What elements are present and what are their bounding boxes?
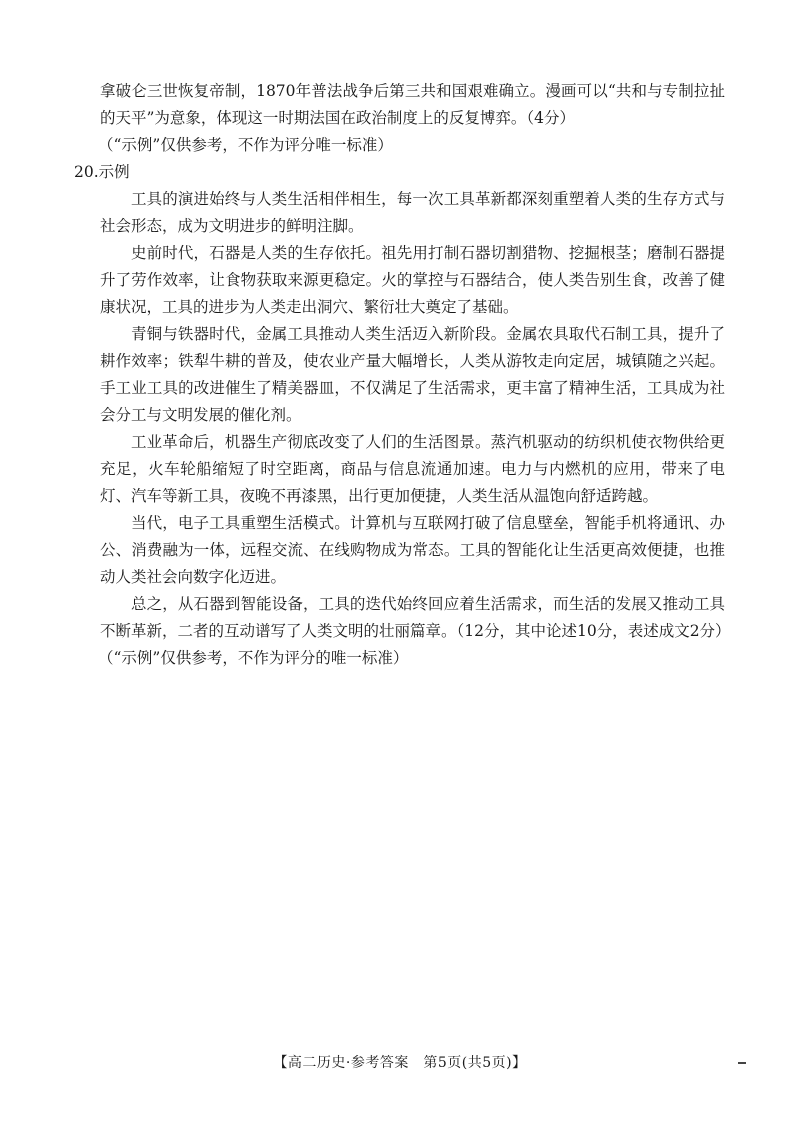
page-content	[74, 78, 731, 672]
essay-paragraph-bronze-iron: 青铜与铁器时代，金属工具推动人类生活迈入新阶段。金属农具取代石制工具，提升了耕作效率；铁犁牛耕的普及，使农业产量大幅增长，人类从游牧走向定居，城镇随之兴起。手工业工具的改进催生了精美器皿，不仅满足了生活需求，更丰富了精神生活，工具成为社会分工与文明发展的催化剂。	[100, 325, 725, 424]
intro-scoring-note: （“示例”仅供参考，不作为评分唯一标准）	[98, 136, 393, 154]
essay-paragraph-opening: 工具的演进始终与人类生活相伴相生，每一次工具革新都深刻重塑着人类的生存方式与社会形态，成为文明进步的鲜明注脚。	[100, 190, 725, 235]
intro-paragraph: 拿破仑三世恢复帝制，1870年普法战争后第三共和国艰难确立。漫画可以“共和与专制拉扯的天平”为意象，体现这一时期法国在政治制度上的反复博弈。（4分）	[100, 82, 725, 127]
essay-paragraph-industrial: 工业革命后，机器生产彻底改变了人们的生活图景。蒸汽机驱动的纺织机使衣物供给更充足，火车轮船缩短了时空距离，商品与信息流通加速。电力与内燃机的应用，带来了电灯、汽车等新工具，夜晚不再漆黑，出行更加便捷，人类生活从温饱向舒适跨越。	[100, 433, 725, 505]
essay-paragraph-conclusion: 总之，从石器到智能设备，工具的迭代始终回应着生活需求，而生活的发展又推动工具不断革新，二者的互动谱写了人类文明的壮丽篇章。（12分，其中论述10分，表述成文2分）	[100, 595, 731, 640]
page-footer: 【高二历史·参考答案 第5页(共5页)】	[273, 1055, 527, 1071]
question-20-heading: 20.示例	[74, 163, 130, 181]
corner-mark	[738, 1062, 746, 1064]
essay-paragraph-modern: 当代，电子工具重塑生活模式。计算机与互联网打破了信息壁垒，智能手机将通讯、办公、消费融为一体，远程交流、在线购物成为常态。工具的智能化让生活更高效便捷，也推动人类社会向数字化迈进。	[100, 514, 725, 586]
question-20-scoring-note: （“示例”仅供参考，不作为评分的唯一标准）	[98, 649, 409, 667]
essay-paragraph-prehistoric: 史前时代，石器是人类的生存依托。祖先用打制石器切割猎物、挖掘根茎；磨制石器提升了劳作效率，让食物获取来源更稳定。火的掌控与石器结合，使人类告别生食，改善了健康状况，工具的进步为人类走出洞穴、繁衍壮大奠定了基础。	[100, 244, 725, 316]
